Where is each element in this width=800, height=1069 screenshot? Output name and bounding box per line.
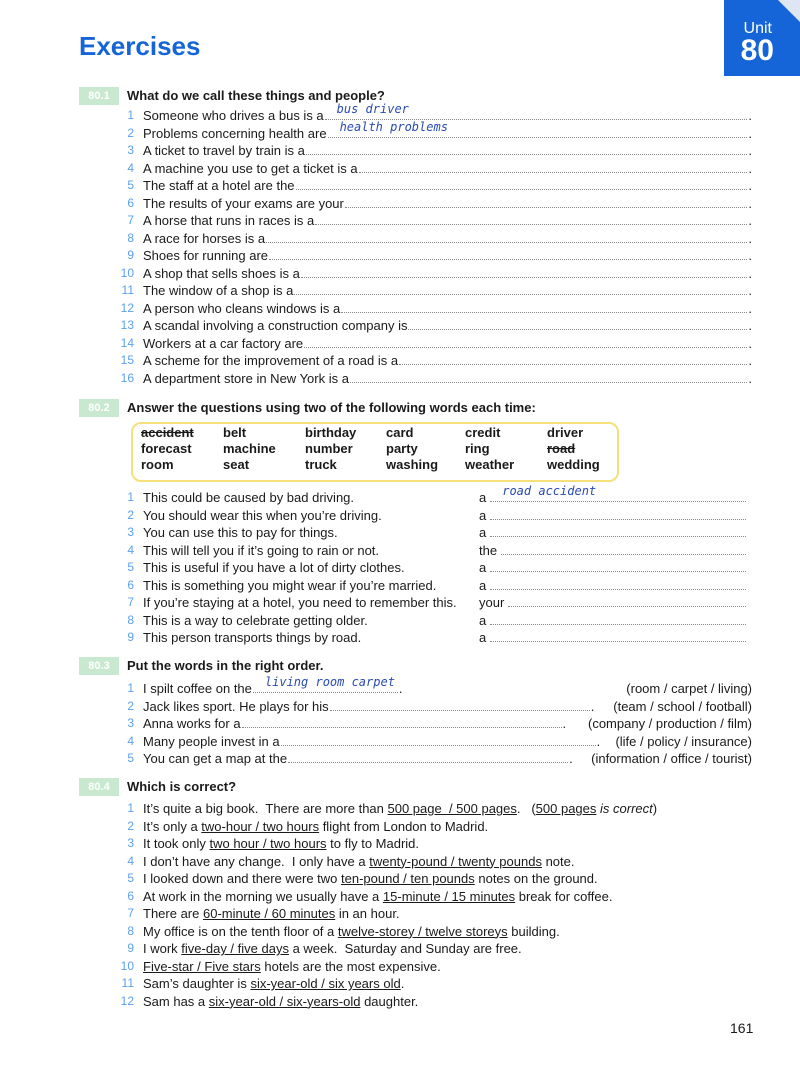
exercise-badge: 80.2 xyxy=(79,399,119,417)
word-box-word: driver xyxy=(547,425,584,440)
item-text: I looked down and there were two xyxy=(143,871,342,886)
answer-line xyxy=(479,577,747,594)
answer-line xyxy=(479,484,747,506)
exercise-badge: 80.4 xyxy=(79,778,119,796)
close-paren: ) xyxy=(652,801,658,816)
item-line xyxy=(143,698,594,715)
exercise-item xyxy=(0,923,800,940)
item-number: 3 xyxy=(127,716,134,730)
item-number: 13 xyxy=(120,318,134,332)
exercise-item xyxy=(0,119,800,142)
item-line xyxy=(143,905,400,922)
item-number: 10 xyxy=(120,265,134,280)
item-number: 1 xyxy=(127,108,134,122)
item-number: 2 xyxy=(127,125,134,140)
item-number: 2 xyxy=(127,698,134,713)
item-text: A person who cleans windows is a xyxy=(143,300,341,316)
answer-prefix: a xyxy=(479,630,487,645)
item-number: 9 xyxy=(127,248,134,262)
item-text: hotels are the most expensive. xyxy=(260,958,441,974)
word-options: (information / office / tourist) xyxy=(591,751,752,766)
item-number: 2 xyxy=(127,818,134,833)
item-line xyxy=(143,352,752,369)
answer-blank[interactable] xyxy=(490,507,746,520)
item-text: building. xyxy=(507,923,560,939)
exercise-item xyxy=(0,993,800,1010)
period: . xyxy=(748,318,752,333)
exercise-item xyxy=(0,675,800,697)
item-line xyxy=(143,265,752,282)
item-number: 12 xyxy=(120,300,134,315)
exercise-item xyxy=(0,282,800,299)
answer-blank[interactable] xyxy=(301,265,748,278)
item-text: A department store in New York is a xyxy=(143,370,349,386)
answer-blank[interactable] xyxy=(359,160,748,173)
item-number: 8 xyxy=(127,612,134,627)
item-number: 5 xyxy=(127,871,134,885)
unit-label: Unit xyxy=(743,20,772,37)
item-number: 6 xyxy=(127,195,134,210)
item-number: 1 xyxy=(127,801,134,815)
item-number: 14 xyxy=(120,335,134,350)
period: . xyxy=(748,300,752,316)
period: . xyxy=(748,265,752,281)
page-title: Exercises xyxy=(79,31,201,61)
exercise-instruction: Which is correct? xyxy=(127,779,237,794)
item-text: A race for horses is a xyxy=(143,230,266,246)
item-line xyxy=(143,335,752,352)
item-text: This will tell you if it’s going to rain or not. xyxy=(143,542,380,558)
answer-blank[interactable] xyxy=(490,559,746,572)
item-number: 7 xyxy=(127,213,134,227)
choice-options[interactable]: Five-star / Five stars xyxy=(143,958,261,974)
word-box-word: party xyxy=(386,441,418,456)
answer-blank[interactable] xyxy=(281,733,596,746)
item-text: You can use this to pay for things. xyxy=(143,525,338,540)
answer-blank[interactable] xyxy=(501,542,746,555)
period: . xyxy=(748,143,752,158)
handwritten-answer: bus driver xyxy=(336,102,409,116)
answer-prefix: a xyxy=(479,577,487,593)
period: . xyxy=(596,733,601,749)
exercise-item xyxy=(0,853,800,870)
word-box-word: ring xyxy=(465,441,490,456)
item-line xyxy=(143,177,752,194)
item-text: A machine you use to get a ticket is a xyxy=(143,160,358,176)
word-grid xyxy=(141,425,617,473)
item-line xyxy=(143,212,752,229)
exercise-item xyxy=(0,317,800,334)
answer-blank[interactable] xyxy=(408,317,747,330)
exercise-item xyxy=(0,800,800,817)
period: . xyxy=(748,160,752,176)
unit-tab xyxy=(724,0,800,76)
item-text: Sam has a xyxy=(143,993,209,1009)
answer-blank[interactable] xyxy=(288,750,568,763)
exercise-item xyxy=(0,750,800,767)
period: . xyxy=(748,125,752,141)
item-text: The results of your exams are your xyxy=(143,195,344,211)
item-line xyxy=(143,119,752,142)
word-options: (company / production / film) xyxy=(587,716,752,731)
answer-prefix: a xyxy=(479,507,487,523)
answer-blank[interactable] xyxy=(490,484,746,502)
answer-prefix: the xyxy=(479,542,498,558)
item-text: flight from London to Madrid. xyxy=(319,818,489,834)
exercise-item xyxy=(0,975,800,992)
item-text: The staff at a hotel are the xyxy=(143,178,295,193)
page-corner xyxy=(778,0,800,22)
answer-blank[interactable] xyxy=(242,715,562,728)
item-number: 1 xyxy=(127,490,134,504)
item-number: 4 xyxy=(127,853,134,868)
handwritten-answer: road accident xyxy=(502,484,597,498)
answer-blank[interactable] xyxy=(350,370,747,383)
item-line xyxy=(143,317,752,334)
item-number: 5 xyxy=(127,751,134,765)
exercise-item xyxy=(0,577,800,594)
word-box-word: number xyxy=(305,441,353,456)
item-text: A ticket to travel by train is a xyxy=(143,143,305,158)
period: . xyxy=(748,335,752,351)
choice-options[interactable]: ten-pound / ten pounds xyxy=(341,871,475,886)
item-number: 2 xyxy=(127,507,134,522)
handwritten-answer: health problems xyxy=(339,119,448,134)
exercise-item xyxy=(0,835,800,852)
item-text: A horse that runs in races is a xyxy=(143,213,315,228)
item-line xyxy=(143,142,752,159)
answer-line xyxy=(479,507,747,524)
period: . xyxy=(748,230,752,246)
exercise-item xyxy=(0,265,800,282)
period: . xyxy=(748,248,752,263)
item-number: 5 xyxy=(127,178,134,192)
answer-line xyxy=(479,594,747,611)
item-number: 6 xyxy=(127,888,134,903)
item-line xyxy=(143,282,752,299)
correct-answer: 500 pages xyxy=(535,801,597,816)
exercise-item xyxy=(0,870,800,887)
exercise-item xyxy=(0,958,800,975)
answer-blank[interactable] xyxy=(345,195,748,208)
word-box-word: truck xyxy=(305,457,337,472)
item-text: break for coffee. xyxy=(515,888,613,904)
exercise-item xyxy=(0,559,800,576)
answer-line xyxy=(479,612,747,629)
item-text: . ( xyxy=(516,801,536,816)
item-text: A shop that sells shoes is a xyxy=(143,265,300,281)
item-text: Jack likes sport. He plays for his xyxy=(143,698,329,714)
item-text: Many people invest in a xyxy=(143,733,280,749)
item-number: 15 xyxy=(120,353,134,367)
exercise-item xyxy=(0,195,800,212)
answer-blank[interactable] xyxy=(253,675,398,693)
item-line xyxy=(143,853,574,870)
item-text: You can get a map at the xyxy=(143,751,288,766)
answer-line xyxy=(479,629,747,646)
answer-blank[interactable] xyxy=(490,524,746,537)
period: . xyxy=(562,716,567,731)
choice-options[interactable]: five-day / five days xyxy=(181,941,289,956)
exercise-item xyxy=(0,888,800,905)
exercise-item xyxy=(0,177,800,194)
answer-blank[interactable] xyxy=(328,119,748,138)
word-box-word: machine xyxy=(223,441,276,456)
item-text: I work xyxy=(143,941,182,956)
item-line xyxy=(143,975,404,992)
item-line xyxy=(143,993,418,1010)
item-number: 1 xyxy=(127,681,134,695)
answer-line xyxy=(479,559,747,576)
item-number: 9 xyxy=(127,941,134,955)
exercise-item xyxy=(0,542,800,559)
item-text: in an hour. xyxy=(335,906,400,921)
choice-options[interactable]: twenty-pound / twenty pounds xyxy=(369,853,542,869)
choice-options[interactable]: six-year-old / six years old xyxy=(250,976,401,991)
exercise-badge: 80.1 xyxy=(79,87,119,105)
item-line xyxy=(143,733,600,750)
correct-note: is correct xyxy=(596,801,653,816)
exercise-item xyxy=(0,612,800,629)
item-text: This could be caused by bad driving. xyxy=(143,490,355,505)
item-line xyxy=(143,195,752,212)
item-text: I spilt coffee on the xyxy=(143,681,252,696)
exercise-item xyxy=(0,698,800,715)
word-box-word: forecast xyxy=(141,441,192,456)
item-number: 11 xyxy=(121,976,134,990)
item-line xyxy=(143,923,560,940)
item-text: I don’t have any change. I only have a xyxy=(143,853,370,869)
exercise-item xyxy=(0,212,800,229)
exercise-item xyxy=(0,335,800,352)
period: . xyxy=(748,178,752,193)
item-text: note. xyxy=(541,853,575,869)
answer-blank[interactable] xyxy=(490,612,746,625)
item-text: to fly to Madrid. xyxy=(326,836,420,851)
item-line xyxy=(143,370,752,387)
item-line xyxy=(143,888,612,905)
item-text: Sam’s daughter is xyxy=(143,976,251,991)
word-options: (life / policy / insurance) xyxy=(615,733,752,749)
period: . xyxy=(748,213,752,228)
item-line xyxy=(143,247,752,264)
item-number: 4 xyxy=(127,733,134,748)
item-text: You should wear this when you’re driving. xyxy=(143,507,382,523)
period: . xyxy=(748,108,752,123)
period: . xyxy=(748,370,752,386)
item-number: 6 xyxy=(127,577,134,592)
period: . xyxy=(748,283,752,298)
item-text: . xyxy=(400,976,405,991)
answer-blank[interactable] xyxy=(294,282,747,295)
item-text: Shoes for running are xyxy=(143,248,269,263)
answer-blank[interactable] xyxy=(315,212,747,225)
choice-options[interactable]: six-year-old / six-years-old xyxy=(208,993,361,1009)
item-line xyxy=(143,300,752,317)
word-box-word: accident xyxy=(141,425,194,440)
answer-prefix: a xyxy=(479,612,487,628)
item-line xyxy=(143,750,573,767)
item-number: 4 xyxy=(127,542,134,557)
item-line xyxy=(143,958,441,975)
exercise-item xyxy=(0,507,800,524)
unit-number: 80 xyxy=(740,34,774,67)
choice-options[interactable]: 15-minute / 15 minutes xyxy=(382,888,516,904)
answer-blank[interactable] xyxy=(296,177,748,190)
word-box-word: road xyxy=(547,441,576,456)
exercise-item xyxy=(0,160,800,177)
word-box-word: card xyxy=(386,425,414,440)
item-text: The window of a shop is a xyxy=(143,283,294,298)
answer-line xyxy=(479,542,747,559)
exercise-item xyxy=(0,484,800,506)
item-text: My office is on the tenth floor of a xyxy=(143,923,338,939)
item-text: daughter. xyxy=(360,993,419,1009)
word-options: (room / carpet / living) xyxy=(626,681,752,696)
answer-blank[interactable] xyxy=(269,247,747,260)
answer-blank[interactable] xyxy=(266,230,747,243)
item-line xyxy=(143,835,419,852)
item-text: Workers at a car factory are xyxy=(143,335,304,351)
item-text: Anna works for a xyxy=(143,716,241,731)
item-number: 8 xyxy=(127,923,134,938)
item-number: 3 xyxy=(127,525,134,539)
exercise-item xyxy=(0,733,800,750)
exercise-item xyxy=(0,818,800,835)
item-number: 16 xyxy=(120,370,134,385)
item-line xyxy=(143,940,522,957)
period: . xyxy=(569,751,573,766)
item-number: 7 xyxy=(127,595,134,609)
item-text: notes on the ground. xyxy=(474,871,598,886)
exercise-instruction: What do we call these things and people? xyxy=(127,88,385,103)
exercise-item xyxy=(0,715,800,732)
answer-blank[interactable] xyxy=(508,594,746,607)
answer-blank[interactable] xyxy=(304,335,747,348)
item-line xyxy=(143,675,403,697)
item-number: 10 xyxy=(120,958,134,973)
answer-line xyxy=(479,524,747,541)
item-text: Someone who drives a bus is a xyxy=(143,108,324,123)
word-box-word: seat xyxy=(223,457,250,472)
answer-blank[interactable] xyxy=(306,142,748,155)
exercise-item xyxy=(0,352,800,369)
answer-blank[interactable] xyxy=(490,629,746,642)
exercise-item xyxy=(0,629,800,646)
word-box-word: credit xyxy=(465,425,501,440)
period: . xyxy=(748,353,752,368)
item-text: If you’re staying at a hotel, you need to remember this. xyxy=(143,595,457,610)
answer-prefix: a xyxy=(479,525,487,540)
item-text: This is a way to celebrate getting older. xyxy=(143,612,368,628)
choice-options[interactable]: two-hour / two hours xyxy=(201,818,320,834)
period: . xyxy=(748,195,752,211)
word-options: (team / school / football) xyxy=(613,698,752,714)
exercise-instruction: Answer the questions using two of the following words each time: xyxy=(127,400,536,415)
item-line xyxy=(143,715,566,732)
exercise-item xyxy=(0,905,800,922)
choice-options[interactable]: twelve-storey / twelve storeys xyxy=(337,923,508,939)
item-number: 3 xyxy=(127,836,134,850)
word-box-word: belt xyxy=(223,425,247,440)
exercise-item xyxy=(0,370,800,387)
exercise-item xyxy=(0,940,800,957)
item-number: 8 xyxy=(127,230,134,245)
answer-prefix: a xyxy=(479,560,487,575)
item-number: 4 xyxy=(127,160,134,175)
item-number: 5 xyxy=(127,560,134,574)
word-box-word: washing xyxy=(386,457,439,472)
period: . xyxy=(398,681,403,696)
item-number: 3 xyxy=(127,143,134,157)
item-line xyxy=(143,800,657,817)
page-number: 161 xyxy=(730,1020,754,1036)
item-text: It’s quite a big book. There are more than xyxy=(143,801,388,816)
exercise-item xyxy=(0,524,800,541)
answer-prefix: a xyxy=(479,490,487,505)
item-number: 11 xyxy=(121,283,134,297)
answer-blank[interactable] xyxy=(341,300,747,313)
item-text: This is something you might wear if you’re married. xyxy=(143,577,437,593)
item-line xyxy=(143,818,488,835)
exercise-item xyxy=(0,247,800,264)
choice-options[interactable]: 500 page / 500 pages xyxy=(387,801,517,816)
item-text: There are xyxy=(143,906,203,921)
choice-options[interactable]: two hour / two hours xyxy=(209,836,327,851)
word-box-word: room xyxy=(141,457,174,472)
item-line xyxy=(143,870,598,887)
answer-blank[interactable] xyxy=(330,698,590,711)
item-number: 12 xyxy=(120,993,134,1008)
period: . xyxy=(590,698,595,714)
word-box-word: wedding xyxy=(547,457,600,472)
exercise-item xyxy=(0,594,800,611)
item-text: It took only xyxy=(143,836,210,851)
item-text: A scheme for the improvement of a road is a xyxy=(143,353,399,368)
item-text: A scandal involving a construction company is xyxy=(143,318,408,333)
item-line xyxy=(143,160,752,177)
item-number: 9 xyxy=(127,630,134,644)
word-box-word: birthday xyxy=(305,425,357,440)
word-box-word: weather xyxy=(465,457,515,472)
item-text: This is useful if you have a lot of dirty clothes. xyxy=(143,560,405,575)
answer-prefix: your xyxy=(479,595,505,610)
handwritten-answer: living room carpet xyxy=(264,675,395,689)
answer-blank[interactable] xyxy=(490,577,746,590)
item-line xyxy=(143,230,752,247)
choice-options[interactable]: 60-minute / 60 minutes xyxy=(202,906,336,921)
exercise-badge: 80.3 xyxy=(79,657,119,675)
item-text: This person transports things by road. xyxy=(143,630,362,645)
item-text: It’s only a xyxy=(143,818,202,834)
exercise-item xyxy=(0,230,800,247)
item-text: At work in the morning we usually have a xyxy=(143,888,383,904)
item-text: Problems concerning health are xyxy=(143,125,327,141)
exercise-item xyxy=(0,142,800,159)
answer-blank[interactable] xyxy=(399,352,747,365)
item-text: a week. Saturday and Sunday are free. xyxy=(288,941,522,956)
exercise-instruction: Put the words in the right order. xyxy=(127,658,324,673)
item-number: 7 xyxy=(127,906,134,920)
exercise-item xyxy=(0,300,800,317)
